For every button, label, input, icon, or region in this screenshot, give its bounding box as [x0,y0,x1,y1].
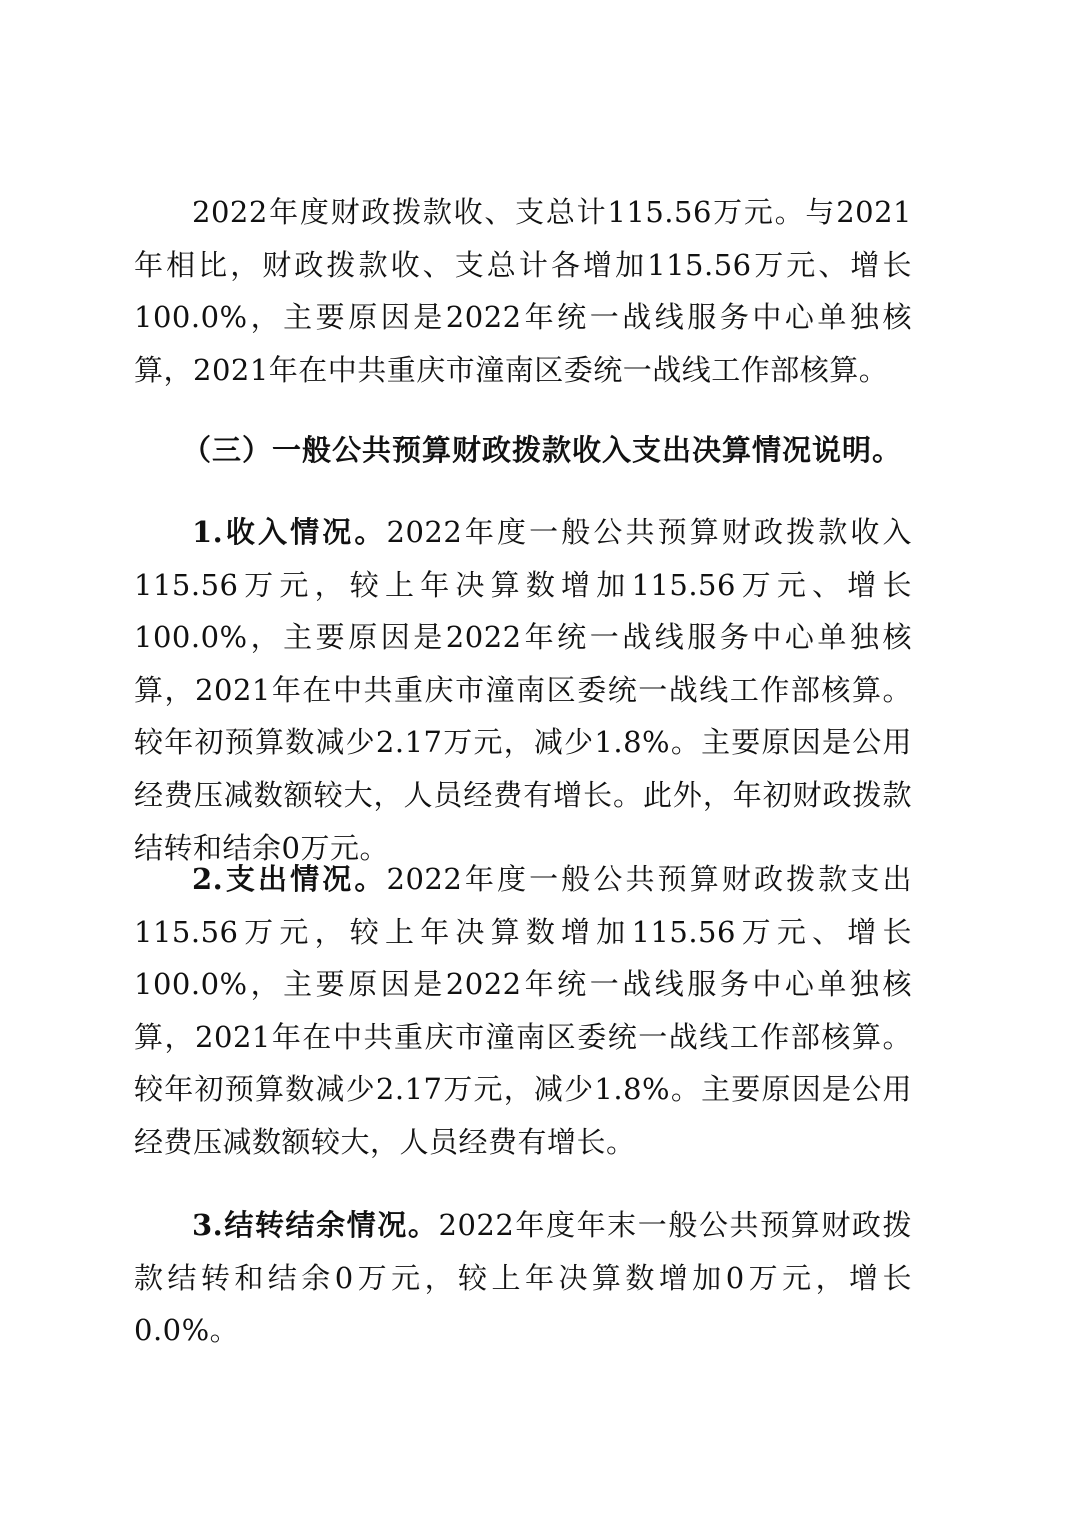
carryover-lead: 3.结转结余情况。 [192,1208,439,1242]
carryover-paragraph [134,1199,912,1357]
income-lead: 1.收入情况。 [192,515,387,549]
intro-paragraph: 2022年度财政拨款收、支总计115.56万元。与2021年相比，财政拨款收、支总计各增加115.56万元、增长100.0%，主要原因是2022年统一战线服务中心单独核算，2021年在中共重庆市潼南区委统一战线工作部核算。 [134,195,912,387]
income-paragraph [134,506,912,874]
expense-lead: 2.支出情况。 [192,862,387,896]
carryover-body: 2022年度年末一般公共预算财政拨款结转和结余0万元，较上年决算数增加0万元，增长0.0%。 [134,1208,912,1348]
expense-body: 2022年度一般公共预算财政拨款支出115.56万元，较上年决算数增加115.56万元、增长100.0%，主要原因是2022年统一战线服务中心单独核算，2021年在中共重庆市潼南区委统一战线工作部核算。较年初预算数减少2.17万元，减少1.8%。主要原因是公用经费压减数额较大，人员经费有增长。 [134,862,912,1159]
section-heading: （三）一般公共预算财政拨款收入支出决算情况说明。 [182,433,903,467]
expense-paragraph [134,853,912,1169]
income-body: 2022年度一般公共预算财政拨款收入115.56万元，较上年决算数增加115.56万元、增长100.0%，主要原因是2022年统一战线服务中心单独核算，2021年在中共重庆市潼南区委统一战线工作部核算。较年初预算数减少2.17万元，减少1.8%。主要原因是公用经费压减数额较大，人员经费有增长。此外，年初财政拨款结转和结余0万元。 [134,515,912,865]
